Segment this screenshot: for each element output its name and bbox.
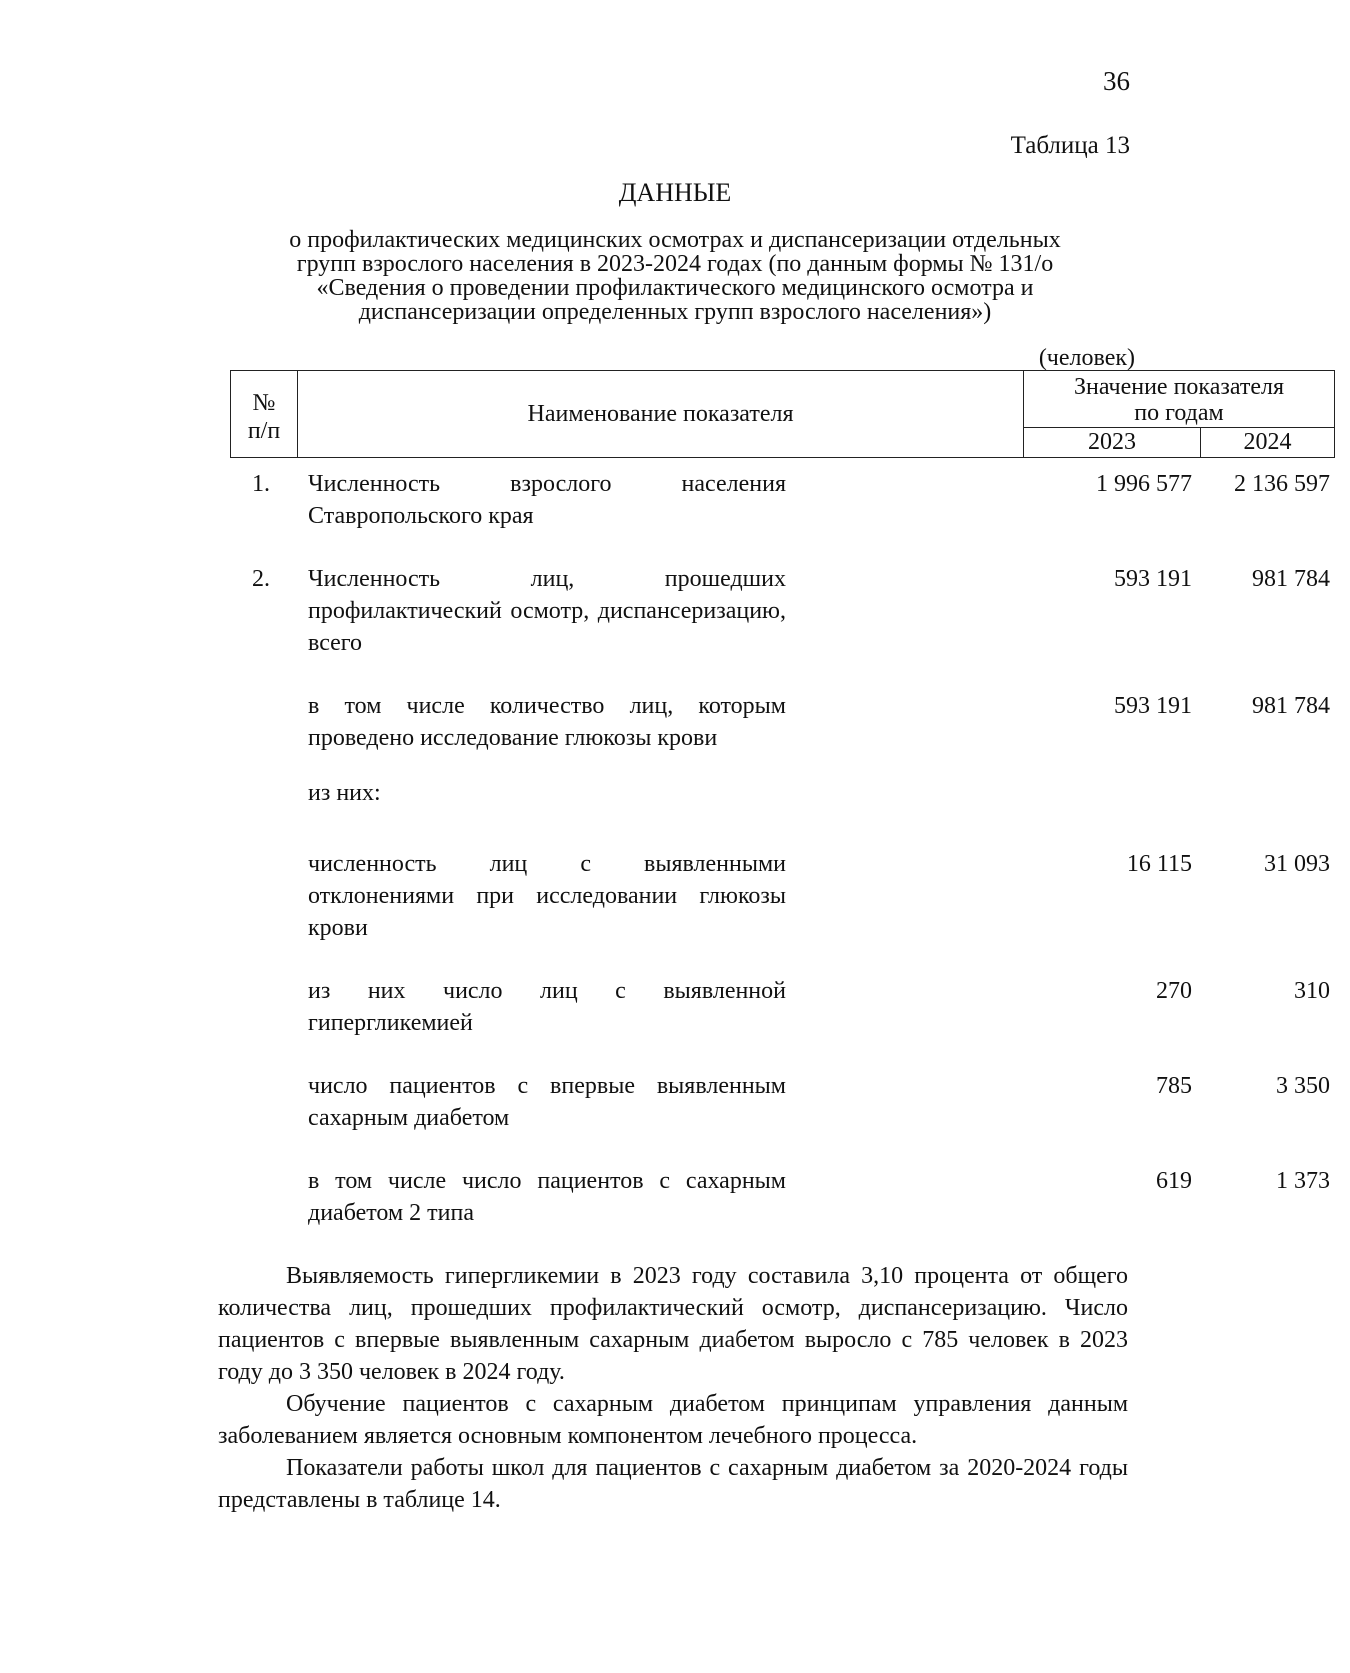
header-year-2023: 2023 xyxy=(1023,427,1201,458)
row-value-2024: 1 373 xyxy=(1276,1168,1330,1194)
row-indicator: число пациентов с впервые выявленным сахарным диабетом xyxy=(308,1073,786,1131)
header-number-symbol: № xyxy=(252,390,276,416)
header-number-abbrev: п/п xyxy=(247,418,281,444)
header-group-line: Значение показателя xyxy=(1073,374,1285,400)
row-indicator: из них: xyxy=(308,780,381,806)
row-indicator: из них число лиц с выявленной гипергликемией xyxy=(308,978,786,1036)
row-value-2023: 593 191 xyxy=(1114,566,1192,592)
body-paragraph: Выявляемость гипергликемии в 2023 году составила 3,10 процента от общего количества лиц, прошедших профилактический осмотр, диспансеризацию. Число пациентов с впервые выявленным сахарным диабетом выросло с 785 человек в 2023 году до 3 350 человек в 2024 году. xyxy=(218,1263,1128,1385)
header-indicator-name: Наименование показателя xyxy=(297,370,1024,458)
page-number: 36 xyxy=(1103,66,1130,96)
table-header xyxy=(230,370,1292,458)
row-value-2023: 1 996 577 xyxy=(1096,471,1192,497)
body-paragraph: Показатели работы школ для пациентов с сахарным диабетом за 2020-2024 годы представлены в таблице 14. xyxy=(218,1455,1128,1513)
row-value-2023: 16 115 xyxy=(1126,851,1192,877)
row-indicator: численность лиц с выявленными отклонениями при исследовании глюкозы крови xyxy=(308,851,786,941)
row-number: 1. xyxy=(252,471,270,497)
header-group-line: по годам xyxy=(1134,400,1224,426)
row-number: 2. xyxy=(252,566,270,592)
document-subtitle xyxy=(220,228,1130,324)
row-value-2024: 310 xyxy=(1294,978,1330,1004)
row-indicator: в том числе количество лиц, которым проведено исследование глюкозы крови xyxy=(308,693,786,751)
row-value-2024: 981 784 xyxy=(1252,566,1330,592)
header-number-cell xyxy=(230,370,298,458)
row-indicator: в том числе число пациентов с сахарным диабетом 2 типа xyxy=(308,1168,786,1226)
subtitle-line: «Сведения о проведении профилактического медицинского осмотра и xyxy=(316,275,1034,301)
subtitle-line: групп взрослого населения в 2023-2024 годах (по данным формы № 131/о xyxy=(296,251,1054,277)
subtitle-line: диспансеризации определенных групп взрослого населения») xyxy=(358,299,992,325)
row-value-2023: 619 xyxy=(1156,1168,1192,1194)
row-value-2023: 593 191 xyxy=(1114,693,1192,719)
body-paragraph: Обучение пациентов с сахарным диабетом принципам управления данным заболеванием является основным компонентом лечебного процесса. xyxy=(218,1391,1128,1449)
header-value-group xyxy=(1023,370,1335,428)
row-value-2024: 981 784 xyxy=(1252,693,1330,719)
row-value-2023: 270 xyxy=(1156,978,1192,1004)
row-indicator: Численность лиц, прошедших профилактический осмотр, диспансеризацию, всего xyxy=(308,566,786,656)
table-label: Таблица 13 xyxy=(1010,132,1130,159)
row-value-2024: 31 093 xyxy=(1264,851,1330,877)
units-label: (человек) xyxy=(1038,345,1135,371)
header-year-2024: 2024 xyxy=(1200,427,1335,458)
document-title: ДАННЫЕ xyxy=(618,178,732,207)
row-value-2024: 3 350 xyxy=(1276,1073,1330,1099)
row-value-2024: 2 136 597 xyxy=(1234,471,1330,497)
row-indicator: Численность взрослого населения Ставропольского края xyxy=(308,471,786,529)
row-value-2023: 785 xyxy=(1156,1073,1192,1099)
subtitle-line: о профилактических медицинских осмотрах и диспансеризации отдельных xyxy=(289,227,1061,253)
